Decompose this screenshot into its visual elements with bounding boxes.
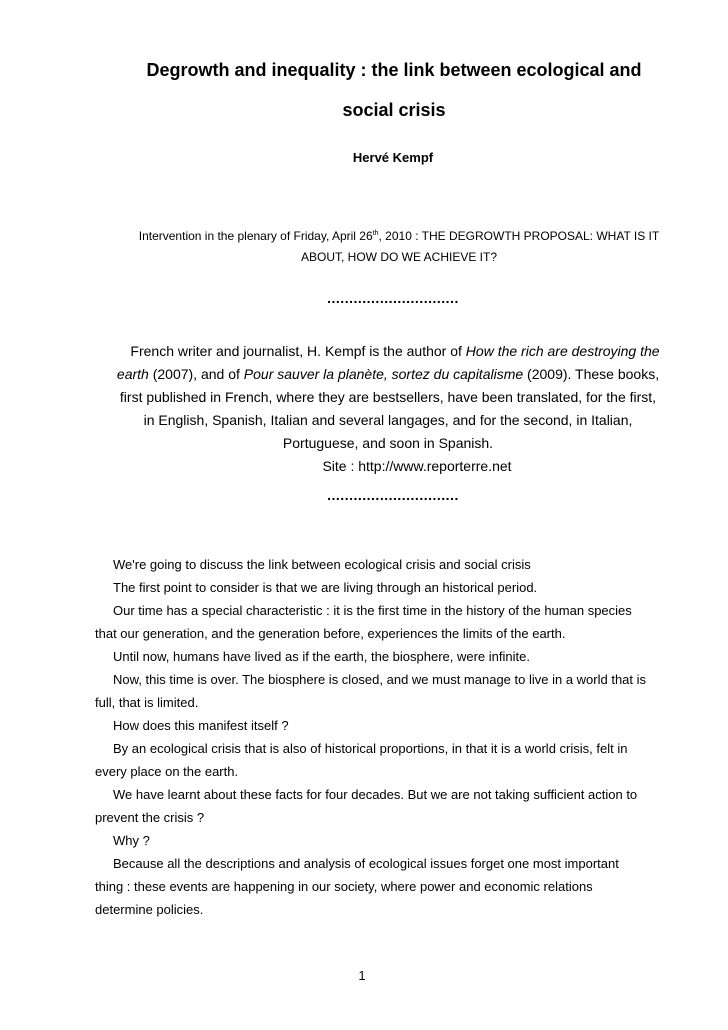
bio-book-title-1: How the rich are destroying the [465,343,660,359]
body-line: thing : these events are happening in our society, where power and economic relations [95,879,593,894]
body-line: determine policies. [95,902,204,917]
body-line: every place on the earth. [95,764,239,779]
body-line: How does this manifest itself ? [113,718,289,733]
separator-top: .............................. [327,290,459,306]
bio-line-2-b: (2007), and of [148,366,244,382]
body-line: that our generation, and the generation before, experiences the limits of the earth. [95,626,566,641]
bio-site: Site : http://www.reporterre.net [322,458,512,474]
intervention-sup: th [372,230,379,237]
body-line: full, that is limited. [95,695,199,710]
bio-line-3: first published in French, where they are bestsellers, have been translated, for the first, [119,389,657,405]
author-name: Hervé Kempf [352,150,434,165]
separator-bottom: .............................. [327,487,459,503]
intervention-line-2: ABOUT, HOW DO WE ACHIEVE IT? [300,250,498,264]
body-line: By an ecological crisis that is also of historical proportions, in that it is a world crisis, felt in [113,741,628,756]
bio-book-title-1-end: earth [116,366,149,382]
bio-line-1 [88,340,688,363]
intervention-suffix: , 2010 : THE DEGROWTH PROPOSAL: WHAT IS IT [378,229,660,243]
body-line: Our time has a special characteristic : it is the first time in the history of the human species [113,603,632,618]
title-line-2: social crisis [342,100,446,120]
bio-book-title-2: Pour sauver la planète, sortez du capitalisme [243,366,524,382]
body-text [95,553,685,921]
body-line: We're going to discuss the link between ecological crisis and social crisis [113,557,531,572]
bio-line-1-a: French writer and journalist, H. Kempf is the author of [130,343,466,359]
body-line: Why ? [113,833,150,848]
body-line: prevent the crisis ? [95,810,205,825]
page-number: 1 [358,968,366,983]
bio-line-2 [88,363,688,386]
body-line: Now, this time is over. The biosphere is closed, and we must manage to live in a world that is [113,672,647,687]
body-line: Because all the descriptions and analysis of ecological issues forget one most important [113,856,619,871]
body-line: We have learnt about these facts for four decades. But we are not taking sufficient action to [113,787,638,802]
body-line: The first point to consider is that we are living through an historical period. [113,580,538,595]
bio-line-5: Portuguese, and soon in Spanish. [282,435,494,451]
intervention-note [110,226,688,268]
bio-line-4: in English, Spanish, Italian and several langages, and for the second, in Italian, [143,412,633,428]
bio-line-2-d: (2009). These books, [523,366,660,382]
title-line-1: Degrowth and inequality : the link between ecological and [146,60,642,80]
body-line: Until now, humans have lived as if the earth, the biosphere, were infinite. [113,649,530,664]
document-title [100,50,688,130]
intervention-prefix: Intervention in the plenary of Friday, April 26 [138,229,373,243]
author-bio [88,340,688,478]
